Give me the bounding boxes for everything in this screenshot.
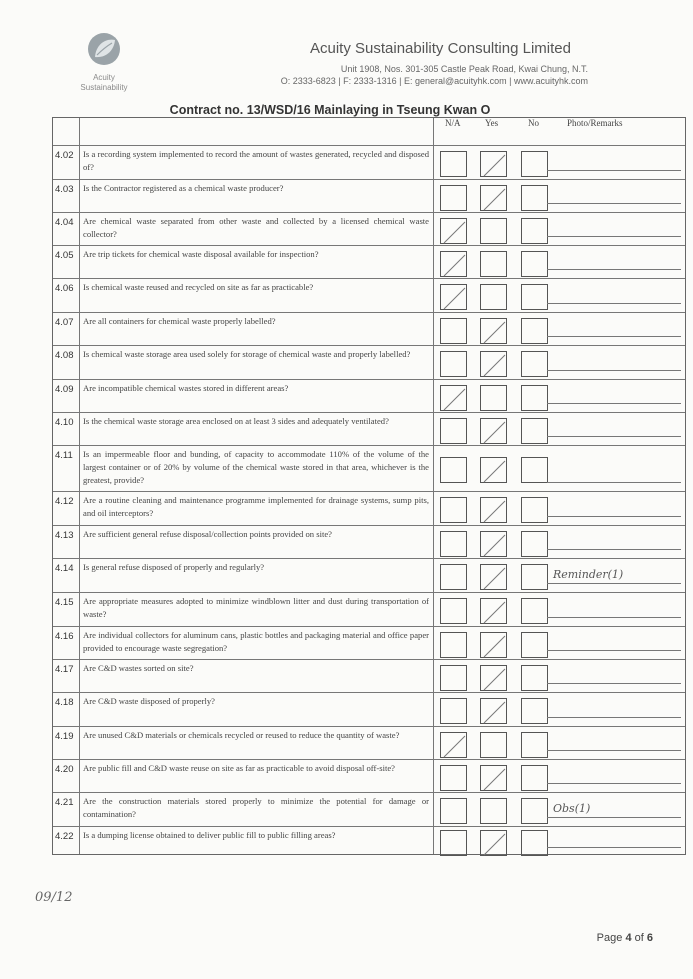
checkbox-yes[interactable] xyxy=(480,732,507,758)
table-row xyxy=(53,312,685,345)
page-number xyxy=(597,932,653,944)
checkbox-no[interactable] xyxy=(521,564,548,590)
remarks-line[interactable] xyxy=(547,683,681,684)
handwritten-initials: 09/12 xyxy=(35,890,73,905)
table-row xyxy=(53,145,685,179)
question-text: Are trip tickets for chemical waste disposal available for inspection? xyxy=(83,249,319,259)
col-header-yes: Yes xyxy=(485,118,499,128)
table-row xyxy=(53,592,685,626)
checkbox-na[interactable] xyxy=(440,497,467,523)
remarks-line[interactable] xyxy=(547,583,681,584)
item-number: 4.13 xyxy=(55,530,74,541)
company-name: Acuity Sustainability Consulting Limited xyxy=(310,40,571,57)
remarks-line[interactable] xyxy=(547,436,681,437)
checkbox-yes[interactable] xyxy=(480,531,507,557)
question-text: Are public fill and C&D waste reuse on site as far as practicable to avoid disposal off-site? xyxy=(83,763,395,773)
company-address xyxy=(266,63,588,87)
checkbox-yes[interactable] xyxy=(480,457,507,483)
checkbox-yes[interactable] xyxy=(480,632,507,658)
company-logo xyxy=(78,30,130,96)
checkbox-yes[interactable] xyxy=(480,598,507,624)
table-row xyxy=(53,278,685,312)
table-row xyxy=(53,412,685,445)
remarks-line[interactable] xyxy=(547,303,681,304)
check-stroke-icon xyxy=(481,152,508,178)
checkbox-no[interactable] xyxy=(521,598,548,624)
checkbox-yes[interactable] xyxy=(480,765,507,791)
question-text: Is the Contractor registered as a chemical waste producer? xyxy=(83,183,284,193)
checkbox-no[interactable] xyxy=(521,830,548,856)
check-stroke-icon xyxy=(481,532,508,558)
item-number: 4.09 xyxy=(55,384,74,395)
item-number: 4.02 xyxy=(55,150,74,161)
check-stroke-icon xyxy=(441,252,468,278)
table-row xyxy=(53,525,685,558)
checkbox-no[interactable] xyxy=(521,531,548,557)
checkbox-no[interactable] xyxy=(521,218,548,244)
table-row xyxy=(53,379,685,412)
checkbox-na[interactable] xyxy=(440,457,467,483)
item-number: 4.07 xyxy=(55,317,74,328)
question-text: Is chemical waste storage area used solely for storage of chemical waste and properly labelled? xyxy=(83,349,411,359)
item-number: 4.22 xyxy=(55,831,74,842)
checkbox-no[interactable] xyxy=(521,185,548,211)
check-stroke-icon xyxy=(441,219,468,245)
check-stroke-icon xyxy=(481,352,508,378)
question-text: Are the construction materials stored properly to minimize the potential for damage or contamination? xyxy=(83,796,429,819)
checkbox-yes[interactable] xyxy=(480,351,507,377)
question-text: Are incompatible chemical wastes stored in different areas? xyxy=(83,383,289,393)
checkbox-na[interactable] xyxy=(440,284,467,310)
checkbox-no[interactable] xyxy=(521,765,548,791)
checkbox-na[interactable] xyxy=(440,665,467,691)
checkbox-na[interactable] xyxy=(440,732,467,758)
item-number: 4.10 xyxy=(55,417,74,428)
checkbox-yes[interactable] xyxy=(480,418,507,444)
check-stroke-icon xyxy=(481,498,508,524)
checkbox-no[interactable] xyxy=(521,457,548,483)
remarks-line[interactable] xyxy=(547,269,681,270)
remarks-line[interactable] xyxy=(547,717,681,718)
table-row xyxy=(53,345,685,379)
check-stroke-icon xyxy=(481,766,508,792)
checkbox-no[interactable] xyxy=(521,151,548,177)
checkbox-no[interactable] xyxy=(521,284,548,310)
checkbox-no[interactable] xyxy=(521,632,548,658)
item-number: 4.11 xyxy=(55,450,73,461)
check-stroke-icon xyxy=(481,565,508,591)
col-header-no: No xyxy=(528,118,539,128)
table-row xyxy=(53,179,685,212)
table-row xyxy=(53,759,685,792)
question-text: Are all containers for chemical waste properly labelled? xyxy=(83,316,276,326)
page-label: Page xyxy=(596,932,623,944)
checkbox-no[interactable] xyxy=(521,497,548,523)
contract-title: Contract no. 13/WSD/16 Mainlaying in Tseung Kwan O xyxy=(169,103,491,117)
item-number: 4.14 xyxy=(55,563,74,574)
question-text: Is chemical waste reused and recycled on site as far as practicable? xyxy=(83,282,314,292)
item-number: 4.15 xyxy=(55,597,74,608)
checkbox-no[interactable] xyxy=(521,251,548,277)
checkbox-no[interactable] xyxy=(521,665,548,691)
item-number: 4.03 xyxy=(55,184,74,195)
remarks-line[interactable] xyxy=(547,617,681,618)
table-row xyxy=(53,212,685,245)
checkbox-yes[interactable] xyxy=(480,798,507,824)
remarks-note: Obs(1) xyxy=(553,802,591,815)
remarks-line[interactable] xyxy=(547,403,681,404)
check-stroke-icon xyxy=(481,319,508,345)
checkbox-yes[interactable] xyxy=(480,497,507,523)
checkbox-na[interactable] xyxy=(440,185,467,211)
item-number: 4.16 xyxy=(55,631,74,642)
checkbox-yes[interactable] xyxy=(480,218,507,244)
checkbox-na[interactable] xyxy=(440,830,467,856)
question-text: Is general refuse disposed of properly and regularly? xyxy=(83,562,265,572)
item-number: 4.05 xyxy=(55,250,74,261)
table-row xyxy=(53,792,685,826)
checkbox-na[interactable] xyxy=(440,531,467,557)
checkbox-na[interactable] xyxy=(440,318,467,344)
col-header-na: N/A xyxy=(445,118,461,128)
item-number: 4.12 xyxy=(55,496,74,507)
checkbox-na[interactable] xyxy=(440,251,467,277)
checkbox-na[interactable] xyxy=(440,765,467,791)
checkbox-yes[interactable] xyxy=(480,185,507,211)
item-number: 4.20 xyxy=(55,764,74,775)
check-stroke-icon xyxy=(441,733,468,759)
remarks-line[interactable] xyxy=(547,783,681,784)
remarks-line[interactable] xyxy=(547,750,681,751)
checkbox-na[interactable] xyxy=(440,218,467,244)
remarks-line[interactable] xyxy=(547,817,681,818)
remarks-line[interactable] xyxy=(547,170,681,171)
table-row xyxy=(53,491,685,525)
check-stroke-icon xyxy=(481,831,508,857)
table-row xyxy=(53,558,685,592)
checkbox-no[interactable] xyxy=(521,798,548,824)
question-text: Are unused C&D materials or chemicals recycled or reused to reduce the quantity of waste? xyxy=(83,730,400,740)
checkbox-yes[interactable] xyxy=(480,284,507,310)
current-page: 4 xyxy=(625,932,632,944)
question-text: Are chemical waste separated from other waste and collected by a licensed chemical waste collector? xyxy=(83,216,429,239)
question-text: Are sufficient general refuse disposal/collection points provided on site? xyxy=(83,529,332,539)
question-text: Is an impermeable floor and bunding, of capacity to accommodate 110% of the volume of the largest container or of 20% by volume of the chemical waste stored in that area, whichever is the greatest, provide? xyxy=(83,449,429,485)
table-row xyxy=(53,726,685,759)
checkbox-na[interactable] xyxy=(440,385,467,411)
remarks-line[interactable] xyxy=(547,336,681,337)
check-stroke-icon xyxy=(481,699,508,725)
check-stroke-icon xyxy=(441,386,468,412)
item-number: 4.04 xyxy=(55,217,74,228)
logo-text-1: Acuity xyxy=(93,73,115,82)
table-row xyxy=(53,692,685,726)
checkbox-yes[interactable] xyxy=(480,151,507,177)
question-text: Are C&D waste disposed of properly? xyxy=(83,696,215,706)
check-stroke-icon xyxy=(481,419,508,445)
checkbox-no[interactable] xyxy=(521,732,548,758)
remarks-line[interactable] xyxy=(547,482,681,483)
check-stroke-icon xyxy=(481,599,508,625)
remarks-line[interactable] xyxy=(547,236,681,237)
question-text: Is a recording system implemented to record the amount of wastes generated, recycled and disposed of? xyxy=(83,149,429,172)
checkbox-no[interactable] xyxy=(521,385,548,411)
checkbox-no[interactable] xyxy=(521,418,548,444)
remarks-note: Reminder(1) xyxy=(553,568,624,581)
item-number: 4.19 xyxy=(55,731,74,742)
remarks-line[interactable] xyxy=(547,549,681,550)
check-stroke-icon xyxy=(441,285,468,311)
item-number: 4.08 xyxy=(55,350,74,361)
item-number: 4.06 xyxy=(55,283,74,294)
question-text: Are C&D wastes sorted on site? xyxy=(83,663,194,673)
table-row xyxy=(53,445,685,491)
checkbox-na[interactable] xyxy=(440,418,467,444)
checkbox-na[interactable] xyxy=(440,698,467,724)
logo-text-2: Sustainability xyxy=(80,83,128,92)
total-pages: 6 xyxy=(646,932,653,944)
question-text: Is the chemical waste storage area enclosed on at least 3 sides and adequately ventilated? xyxy=(83,416,389,426)
checkbox-yes[interactable] xyxy=(480,251,507,277)
item-number: 4.18 xyxy=(55,697,74,708)
table-row xyxy=(53,245,685,278)
remarks-line[interactable] xyxy=(547,516,681,517)
checkbox-yes[interactable] xyxy=(480,385,507,411)
table-row xyxy=(53,659,685,692)
check-stroke-icon xyxy=(481,186,508,212)
table-row xyxy=(53,826,685,856)
question-text: Are individual collectors for aluminum cans, plastic bottles and packaging material and office paper provided to encourage waste segregation? xyxy=(83,630,429,653)
address-line: Unit 1908, Nos. 301-305 Castle Peak Road, Kwai Chung, N.T. xyxy=(340,64,588,74)
checkbox-na[interactable] xyxy=(440,564,467,590)
checkbox-na[interactable] xyxy=(440,598,467,624)
checkbox-na[interactable] xyxy=(440,798,467,824)
checkbox-no[interactable] xyxy=(521,698,548,724)
remarks-line[interactable] xyxy=(547,203,681,204)
checklist-table xyxy=(52,117,686,855)
page-of: of xyxy=(634,932,644,944)
check-stroke-icon xyxy=(481,458,508,484)
question-text: Are appropriate measures adopted to minimize windblown litter and dust during transportation of waste? xyxy=(83,596,429,619)
checkbox-na[interactable] xyxy=(440,351,467,377)
checkbox-yes[interactable] xyxy=(480,698,507,724)
contact-line: O: 2333-6823 | F: 2333-1316 | E: general@acuityhk.com | www.acuityhk.com xyxy=(280,76,588,86)
check-stroke-icon xyxy=(481,633,508,659)
item-number: 4.21 xyxy=(55,797,74,808)
checkbox-yes[interactable] xyxy=(480,564,507,590)
leaf-logo-icon xyxy=(84,30,124,68)
question-text: Are a routine cleaning and maintenance programme implemented for drainage systems, sump pits, and oil interceptors? xyxy=(83,495,429,518)
checkbox-no[interactable] xyxy=(521,351,548,377)
remarks-line[interactable] xyxy=(547,650,681,651)
col-header-remarks: Photo/Remarks xyxy=(567,118,623,128)
checkbox-yes[interactable] xyxy=(480,665,507,691)
checkbox-na[interactable] xyxy=(440,151,467,177)
item-number: 4.17 xyxy=(55,664,74,675)
question-text: Is a dumping license obtained to deliver public fill to public filling areas? xyxy=(83,830,336,840)
checkbox-no[interactable] xyxy=(521,318,548,344)
check-stroke-icon xyxy=(481,666,508,692)
checkbox-yes[interactable] xyxy=(480,830,507,856)
remarks-line[interactable] xyxy=(547,847,681,848)
remarks-line[interactable] xyxy=(547,370,681,371)
checkbox-yes[interactable] xyxy=(480,318,507,344)
checkbox-na[interactable] xyxy=(440,632,467,658)
table-row xyxy=(53,626,685,659)
